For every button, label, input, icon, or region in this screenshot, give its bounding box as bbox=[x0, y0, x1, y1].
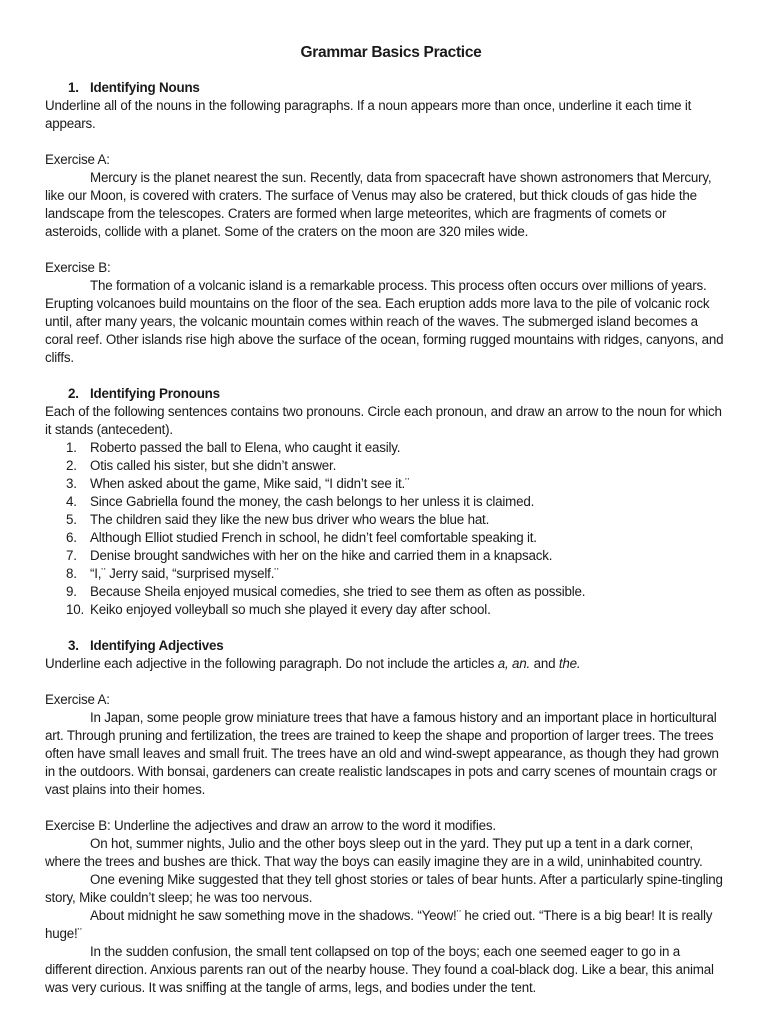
section-heading-adjectives bbox=[45, 637, 725, 655]
pronouns-instructions: Each of the following sentences contains two pronouns. Circle each pronoun, and draw an arrow to the noun for which it stands (antecedent). bbox=[45, 404, 722, 437]
item-text: Although Elliot studied French in school, he didn’t feel comfortable speaking it. bbox=[90, 530, 537, 545]
list-item bbox=[45, 493, 725, 511]
item-number: 5. bbox=[66, 512, 77, 527]
item-number: 9. bbox=[66, 584, 77, 599]
item-text: Otis called his sister, but she didn’t answer. bbox=[90, 458, 337, 473]
section-heading-text: Identifying Nouns bbox=[90, 80, 200, 95]
item-text: Roberto passed the ball to Elena, who caught it easily. bbox=[90, 440, 401, 455]
section-number: 1. bbox=[68, 80, 79, 95]
item-text: Keiko enjoyed volleyball so much she played it every day after school. bbox=[90, 602, 491, 617]
list-item bbox=[45, 547, 725, 565]
adjectives-exercise-a-label: Exercise A: bbox=[45, 692, 110, 707]
list-item bbox=[45, 511, 725, 529]
list-item bbox=[45, 439, 725, 457]
item-number: 7. bbox=[66, 548, 77, 563]
pronouns-list bbox=[45, 439, 725, 619]
section-heading-nouns bbox=[45, 79, 725, 97]
section-number: 3. bbox=[68, 638, 79, 653]
item-number: 1. bbox=[66, 440, 77, 455]
list-item bbox=[45, 475, 725, 493]
adjectives-exercise-b-label: Exercise B: Underline the adjectives and draw an arrow to the word it modifies. bbox=[45, 818, 496, 833]
adjectives-instructions bbox=[45, 655, 725, 673]
adjectives-exercise-a-text: In Japan, some people grow miniature trees that have a famous history and an important place in horticultural art. Through pruning and fertilization, the trees are trained to keep the shape and proportion of larger trees. The trees often have small leaves and small fruit. The trees have an old and wind-swept appearance, as though they had grown in the outdoors. With bonsai, gardeners can create realistic landscapes in pots and carry scenes of mountain crags or vast plains into their homes. bbox=[45, 710, 719, 797]
instructions-text: Underline each adjective in the following paragraph. Do not include the articles bbox=[45, 656, 498, 671]
item-number: 4. bbox=[66, 494, 77, 509]
instructions-and: and bbox=[530, 656, 559, 671]
worksheet-page bbox=[45, 44, 725, 997]
story-paragraph: In the sudden confusion, the small tent collapsed on top of the boys; each one seemed eager to go in a different direction. Anxious parents ran out of the nearby house. They found a coal-black dog. Like a bear, this animal was very curious. It was sniffing at the tangle of arms, legs, and bodies under the tent. bbox=[45, 944, 714, 995]
nouns-instructions: Underline all of the nouns in the following paragraphs. If a noun appears more than once, underline it each time it appears. bbox=[45, 98, 692, 131]
item-number: 6. bbox=[66, 530, 77, 545]
nouns-exercise-a-label: Exercise A: bbox=[45, 152, 110, 167]
item-text: “I,¨ Jerry said, “surprised myself.¨ bbox=[90, 566, 279, 581]
list-item bbox=[45, 457, 725, 475]
nouns-exercise-a-text: Mercury is the planet nearest the sun. Recently, data from spacecraft have shown astronomers that Mercury, like our Moon, is covered with craters. The surface of Venus may also be cratered, but thick clouds of gas hide the landscape from the telescopes. Craters are formed when large meteorites, which are fragments of comets or asteroids, collide with a planet. Some of the craters on the moon are 320 miles wide. bbox=[45, 170, 712, 239]
item-text: Because Sheila enjoyed musical comedies, she tried to see them as often as possible. bbox=[90, 584, 586, 599]
page-title: Grammar Basics Practice bbox=[300, 44, 482, 61]
section-heading-pronouns bbox=[45, 385, 725, 403]
item-text: Since Gabriella found the money, the cash belongs to her unless it is claimed. bbox=[90, 494, 535, 509]
item-text: When asked about the game, Mike said, “I didn’t see it.¨ bbox=[90, 476, 410, 491]
instructions-article-the: the. bbox=[558, 656, 581, 671]
item-number: 3. bbox=[66, 476, 77, 491]
item-number: 10. bbox=[66, 602, 85, 617]
instructions-articles: a, an. bbox=[497, 656, 531, 671]
item-text: The children said they like the new bus driver who wears the blue hat. bbox=[90, 512, 490, 527]
nouns-exercise-b-label: Exercise B: bbox=[45, 260, 111, 275]
section-number: 2. bbox=[68, 386, 79, 401]
list-item bbox=[45, 601, 725, 619]
story-paragraph: One evening Mike suggested that they tell ghost stories or tales of bear hunts. After a particularly spine-tingling story, Mike couldn’t sleep; he was too nervous. bbox=[45, 872, 723, 905]
story-paragraph: About midnight he saw something move in the shadows. “Yeow!¨ he cried out. “There is a big bear! It is really huge!¨ bbox=[45, 908, 713, 941]
story-paragraph: On hot, summer nights, Julio and the other boys sleep out in the yard. They put up a tent in a dark corner, where the trees and bushes are thick. That way the boys can easily imagine they are in a wild, uninhabited country. bbox=[45, 836, 703, 869]
item-number: 8. bbox=[66, 566, 77, 581]
section-heading-text: Identifying Adjectives bbox=[90, 638, 224, 653]
section-heading-text: Identifying Pronouns bbox=[90, 386, 220, 401]
item-number: 2. bbox=[66, 458, 77, 473]
list-item bbox=[45, 529, 725, 547]
item-text: Denise brought sandwiches with her on the hike and carried them in a knapsack. bbox=[90, 548, 553, 563]
list-item bbox=[45, 565, 725, 583]
nouns-exercise-b-text: The formation of a volcanic island is a remarkable process. This process often occurs over millions of years. Erupting volcanoes build mountains on the floor of the sea. Each eruption adds more lava to the pile of volcanic rock until, after many years, the volcanic mountain comes within reach of the waves. The submerged island becomes a coral reef. Other islands rise high above the surface of the ocean, forming rugged mountains with ridges, canyons, and cliffs. bbox=[45, 278, 724, 365]
list-item bbox=[45, 583, 725, 601]
